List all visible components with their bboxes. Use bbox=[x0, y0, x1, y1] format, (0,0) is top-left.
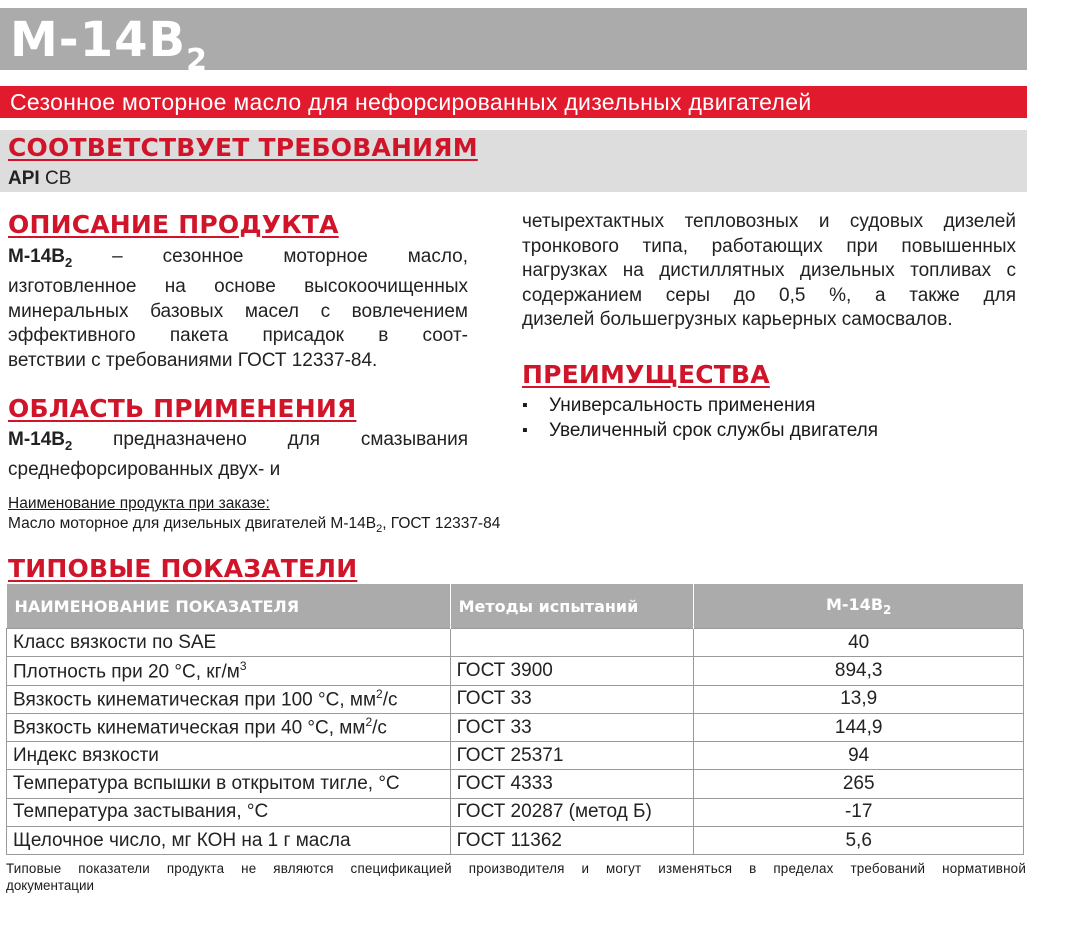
application-text: $М-14В_2$ предназначено для смазывания среднефорсированных двух- и bbox=[8, 429, 468, 481]
application-text-continued: четырехтактных тепловозных и судовых дизелей тронкового типа, работающих при повышенных нагрузках на дистиллятных дизельных топливах с содержанием серы до 0,5 %, а также для дизелей большегрузных карьерных самосвалов. bbox=[522, 211, 1016, 330]
list-item: ▪ Универсальность применения bbox=[522, 393, 878, 418]
order-value: Масло моторное для дизельных двигателей $М-14В_2$, ГОСТ 12337-84 bbox=[8, 515, 501, 536]
table-row: Класс вязкости по SAE 40 bbox=[7, 629, 1024, 657]
subtitle-bar bbox=[0, 86, 1027, 118]
table-row: Щелочное число, мг КОН на 1 г масла ГОСТ 11362 5,6 bbox=[7, 827, 1024, 855]
advantages-list bbox=[522, 393, 878, 443]
advantages-heading: ПРЕИМУЩЕСТВА bbox=[522, 360, 770, 389]
table-row: Вязкость кинематическая при 100 °С, $мм^2/с$ ГОСТ 33 13,9 bbox=[7, 685, 1024, 713]
table-row: Вязкость кинематическая при 40 °С, $мм^2/с$ ГОСТ 33 144,9 bbox=[7, 713, 1024, 741]
requirements-box bbox=[0, 130, 1027, 192]
table-row: Индекс вязкости ГОСТ 25371 94 bbox=[7, 742, 1024, 770]
description-text: $М-14В_2$ – сезонное моторное масло, изготовленное на основе высокоочищенных минеральных базовых масел с вовлечением эффективного пакета присадок в соот- ветствии с требованиями ГОСТ 12337-84. bbox=[8, 246, 468, 371]
title-bar bbox=[0, 8, 1027, 78]
col-name-header: НАИМЕНОВАНИЕ ПОКАЗАТЕЛЯ bbox=[7, 584, 451, 629]
order-label: Наименование продукта при заказе: bbox=[8, 495, 270, 512]
col-method-header: Методы испытаний bbox=[450, 584, 694, 629]
product-subtitle: Сезонное моторное масло для нефорсированных дизельных двигателей bbox=[10, 89, 812, 115]
typical-heading: ТИПОВЫЕ ПОКАЗАТЕЛИ bbox=[8, 554, 358, 583]
col-value-header: $М-14В_2$ bbox=[694, 584, 1024, 629]
application-heading: ОБЛАСТЬ ПРИМЕНЕНИЯ bbox=[8, 394, 357, 423]
table-row: Температура вспышки в открытом тигле, °С ГОСТ 4333 265 bbox=[7, 770, 1024, 798]
table-row: Плотность при 20 °С, $кг/м^3$ ГОСТ 3900 894,3 bbox=[7, 657, 1024, 685]
footnote-line2: документации bbox=[6, 878, 94, 893]
table-header-row bbox=[7, 584, 1024, 629]
table-row: Температура застывания, °С ГОСТ 20287 (метод Б) -17 bbox=[7, 798, 1024, 826]
footnote: Типовые показатели продукта не являются спецификацией производителя и могут изменяться в пределах требований нормативной bbox=[6, 861, 1026, 876]
product-title: $М-14В_2$ bbox=[10, 12, 208, 78]
order-info bbox=[8, 494, 500, 539]
requirements-standard: API CB bbox=[8, 168, 72, 189]
typical-values-table bbox=[6, 584, 1024, 855]
description-heading: ОПИСАНИЕ ПРОДУКТА bbox=[8, 210, 339, 239]
requirements-heading: СООТВЕТСТВУЕТ ТРЕБОВАНИЯМ bbox=[8, 133, 478, 162]
list-item: ▪ Увеличенный срок службы двигателя bbox=[522, 418, 878, 443]
